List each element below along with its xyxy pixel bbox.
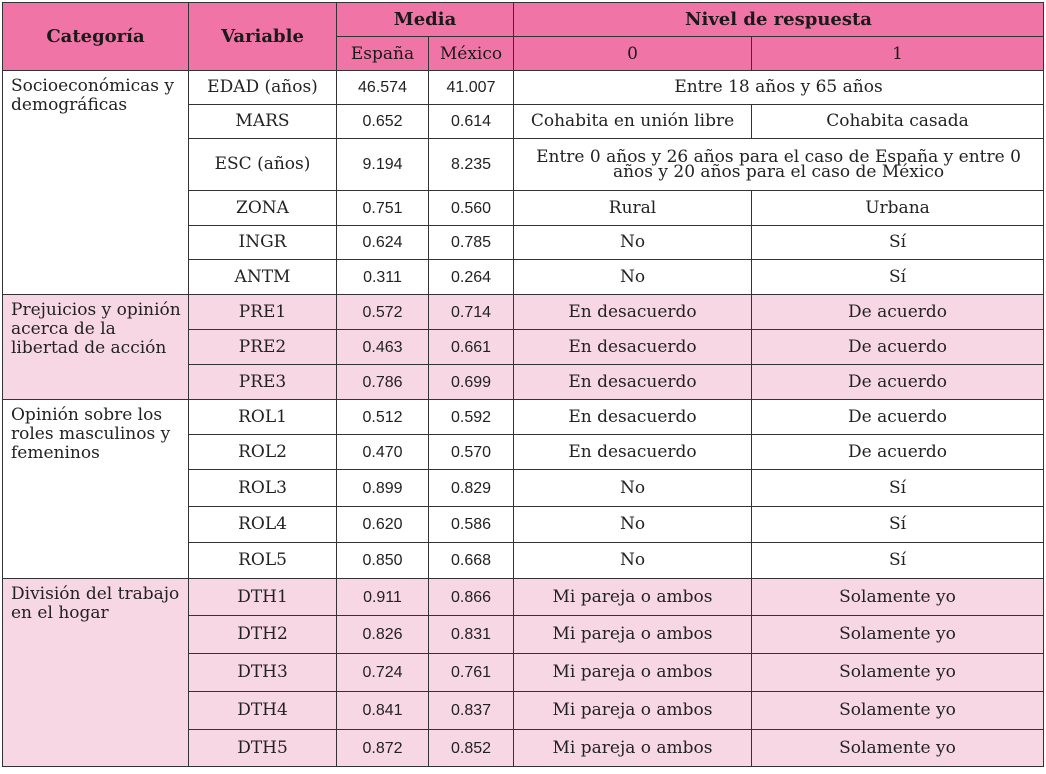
- level-0-cell: No: [514, 507, 752, 543]
- category-cell: División del trabajo en el hogar: [3, 579, 189, 767]
- variable-cell: MARS: [189, 105, 337, 139]
- mean-spain-cell: 0.652: [337, 105, 429, 139]
- level-1-cell: De acuerdo: [752, 435, 1044, 470]
- level-1-cell: Sí: [752, 260, 1044, 295]
- mean-mexico-cell: 0.614: [429, 105, 514, 139]
- header-mean: Media: [337, 3, 514, 37]
- variables-table: [2, 2, 1044, 767]
- mean-spain-cell: 0.463: [337, 330, 429, 365]
- level-1-cell: Solamente yo: [752, 730, 1044, 767]
- mean-spain-cell: 0.470: [337, 435, 429, 470]
- mean-spain-cell: 0.512: [337, 400, 429, 435]
- table-row: [3, 295, 1044, 330]
- level-0-cell: Mi pareja o ambos: [514, 579, 752, 616]
- variable-cell: INGR: [189, 226, 337, 260]
- mean-spain-cell: 0.572: [337, 295, 429, 330]
- mean-spain-cell: 0.841: [337, 692, 429, 730]
- category-cell: Prejuicios y opinión acerca de la libertad de acción: [3, 295, 189, 400]
- variable-cell: DTH3: [189, 654, 337, 692]
- level-0-cell: No: [514, 470, 752, 507]
- variable-cell: ANTM: [189, 260, 337, 295]
- level-0-cell: En desacuerdo: [514, 400, 752, 435]
- level-1-cell: De acuerdo: [752, 295, 1044, 330]
- mean-spain-cell: 46.574: [337, 71, 429, 105]
- variable-cell: ZONA: [189, 191, 337, 226]
- variable-cell: PRE1: [189, 295, 337, 330]
- variable-cell: DTH5: [189, 730, 337, 767]
- mean-spain-cell: 0.911: [337, 579, 429, 616]
- mean-spain-cell: 0.311: [337, 260, 429, 295]
- mean-mexico-cell: 0.264: [429, 260, 514, 295]
- level-0-cell: No: [514, 543, 752, 579]
- level-1-cell: Sí: [752, 507, 1044, 543]
- variable-cell: EDAD (años): [189, 71, 337, 105]
- level-1-cell: Solamente yo: [752, 579, 1044, 616]
- level-0-cell: En desacuerdo: [514, 330, 752, 365]
- table-body: [3, 71, 1044, 767]
- level-0-cell: En desacuerdo: [514, 295, 752, 330]
- mean-mexico-cell: 0.714: [429, 295, 514, 330]
- header-level-1: 1: [752, 37, 1044, 71]
- mean-mexico-cell: 0.761: [429, 654, 514, 692]
- response-range-cell: Entre 18 años y 65 años: [514, 71, 1044, 105]
- mean-spain-cell: 0.620: [337, 507, 429, 543]
- level-0-cell: Mi pareja o ambos: [514, 616, 752, 654]
- header-level-0: 0: [514, 37, 752, 71]
- variable-cell: PRE3: [189, 365, 337, 400]
- header-mexico: México: [429, 37, 514, 71]
- level-0-cell: Mi pareja o ambos: [514, 654, 752, 692]
- mean-spain-cell: 0.850: [337, 543, 429, 579]
- mean-mexico-cell: 0.586: [429, 507, 514, 543]
- table-row: [3, 71, 1044, 105]
- table-row: [3, 400, 1044, 435]
- table-row: [3, 579, 1044, 616]
- variable-cell: DTH4: [189, 692, 337, 730]
- header-variable: Variable: [189, 3, 337, 71]
- mean-spain-cell: 0.786: [337, 365, 429, 400]
- level-1-cell: Sí: [752, 470, 1044, 507]
- variable-cell: ROL3: [189, 470, 337, 507]
- variable-cell: ROL5: [189, 543, 337, 579]
- table-header: [3, 3, 1044, 71]
- header-spain: España: [337, 37, 429, 71]
- level-1-cell: Urbana: [752, 191, 1044, 226]
- level-1-cell: De acuerdo: [752, 330, 1044, 365]
- variable-cell: DTH2: [189, 616, 337, 654]
- mean-mexico-cell: 0.866: [429, 579, 514, 616]
- level-1-cell: Cohabita casada: [752, 105, 1044, 139]
- level-0-cell: En desacuerdo: [514, 435, 752, 470]
- mean-spain-cell: 0.826: [337, 616, 429, 654]
- mean-mexico-cell: 0.668: [429, 543, 514, 579]
- mean-spain-cell: 0.872: [337, 730, 429, 767]
- level-1-cell: De acuerdo: [752, 365, 1044, 400]
- variable-cell: ROL4: [189, 507, 337, 543]
- header-category: Categoría: [3, 3, 189, 71]
- level-0-cell: Rural: [514, 191, 752, 226]
- mean-spain-cell: 0.624: [337, 226, 429, 260]
- mean-mexico-cell: 8.235: [429, 139, 514, 191]
- category-cell: Opinión sobre los roles masculinos y femeninos: [3, 400, 189, 579]
- variable-cell: ROL1: [189, 400, 337, 435]
- level-1-cell: Sí: [752, 226, 1044, 260]
- mean-spain-cell: 0.724: [337, 654, 429, 692]
- mean-mexico-cell: 0.661: [429, 330, 514, 365]
- level-0-cell: Mi pareja o ambos: [514, 730, 752, 767]
- level-1-cell: De acuerdo: [752, 400, 1044, 435]
- mean-mexico-cell: 0.560: [429, 191, 514, 226]
- level-0-cell: En desacuerdo: [514, 365, 752, 400]
- variable-cell: ESC (años): [189, 139, 337, 191]
- response-range-cell: Entre 0 años y 26 años para el caso de España y entre 0 años y 20 años para el caso de México: [514, 139, 1044, 191]
- level-0-cell: No: [514, 226, 752, 260]
- header-response-level: Nivel de respuesta: [514, 3, 1044, 37]
- mean-spain-cell: 0.751: [337, 191, 429, 226]
- level-1-cell: Solamente yo: [752, 616, 1044, 654]
- mean-mexico-cell: 0.837: [429, 692, 514, 730]
- level-1-cell: Solamente yo: [752, 692, 1044, 730]
- level-1-cell: Solamente yo: [752, 654, 1044, 692]
- mean-mexico-cell: 0.829: [429, 470, 514, 507]
- category-cell: Socioeconómicas y demográficas: [3, 71, 189, 295]
- mean-mexico-cell: 0.570: [429, 435, 514, 470]
- mean-mexico-cell: 0.592: [429, 400, 514, 435]
- mean-mexico-cell: 0.785: [429, 226, 514, 260]
- mean-mexico-cell: 0.699: [429, 365, 514, 400]
- mean-spain-cell: 9.194: [337, 139, 429, 191]
- level-1-cell: Sí: [752, 543, 1044, 579]
- level-0-cell: No: [514, 260, 752, 295]
- mean-mexico-cell: 41.007: [429, 71, 514, 105]
- mean-mexico-cell: 0.852: [429, 730, 514, 767]
- level-0-cell: Mi pareja o ambos: [514, 692, 752, 730]
- mean-mexico-cell: 0.831: [429, 616, 514, 654]
- variable-cell: DTH1: [189, 579, 337, 616]
- variable-cell: PRE2: [189, 330, 337, 365]
- level-0-cell: Cohabita en unión libre: [514, 105, 752, 139]
- mean-spain-cell: 0.899: [337, 470, 429, 507]
- variable-cell: ROL2: [189, 435, 337, 470]
